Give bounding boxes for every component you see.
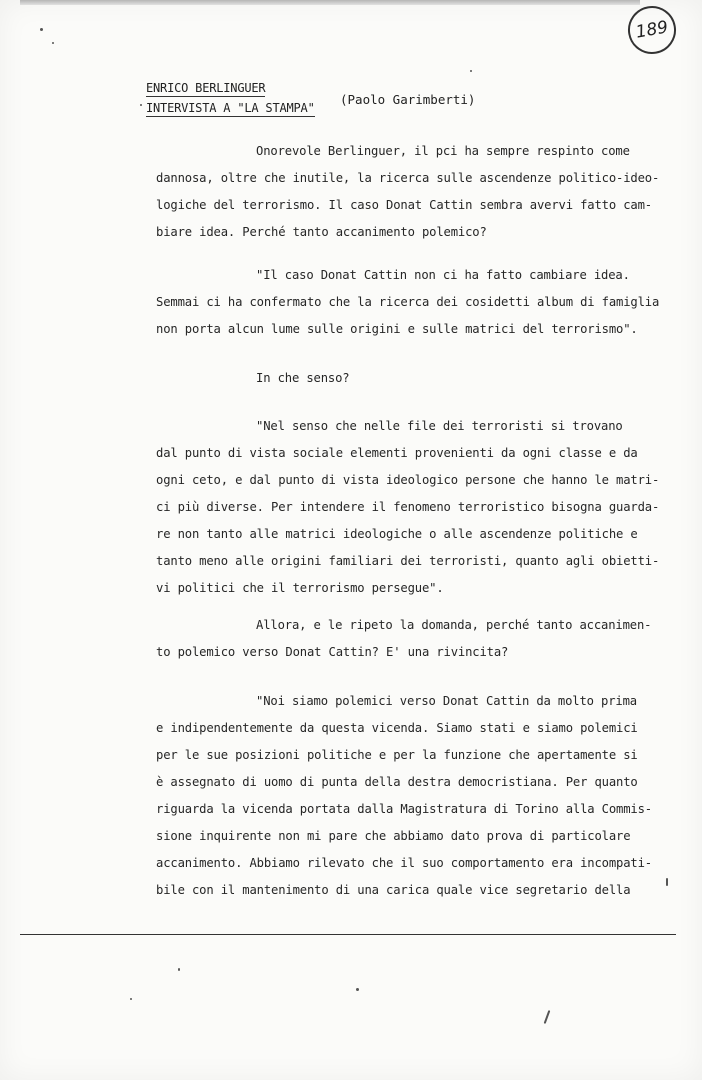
paragraph-5 bbox=[156, 612, 652, 666]
text-line: sione inquirente non mi pare che abbiamo dato prova di particolare bbox=[156, 829, 631, 843]
scan-speck bbox=[140, 104, 142, 106]
text-line: riguarda la vicenda portata dalla Magistratura di Torino alla Commis- bbox=[156, 802, 652, 816]
paragraph-1 bbox=[156, 138, 660, 246]
text-line: per le sue posizioni politiche e per la funzione che apertamente si bbox=[156, 748, 638, 762]
scan-speck bbox=[130, 998, 132, 1000]
text-line: ogni ceto, e dal punto di vista ideologico persone che hanno le matri- bbox=[156, 473, 660, 487]
text-line: "Nel senso che nelle file dei terroristi si trovano bbox=[256, 419, 623, 433]
text-line: Allora, e le ripeto la domanda, perché tanto accanimen- bbox=[256, 618, 652, 632]
scan-speck bbox=[356, 988, 359, 991]
text-line: e indipendentemente da questa vicenda. Siamo stati e siamo polemici bbox=[156, 721, 638, 735]
text-line: In che senso? bbox=[256, 371, 350, 385]
text-line: ci più diverse. Per intendere il fenomeno terroristico bisogna guarda- bbox=[156, 500, 660, 514]
page-number: 189 bbox=[634, 17, 670, 43]
scan-top-edge bbox=[20, 0, 640, 5]
text-line: non porta alcun lume sulle origini e sulle matrici del terrorismo". bbox=[156, 322, 638, 336]
text-line: vi politici che il terrorismo persegue". bbox=[156, 581, 444, 595]
paragraph-6 bbox=[156, 688, 652, 904]
text-line: dal punto di vista sociale elementi provenienti da ogni classe e da bbox=[156, 446, 638, 460]
paragraph-3 bbox=[156, 365, 638, 392]
document-heading bbox=[146, 78, 315, 118]
scan-speck bbox=[52, 42, 54, 44]
text-line: biare idea. Perché tanto accanimento polemico? bbox=[156, 225, 487, 239]
scan-mark bbox=[544, 1010, 551, 1024]
scan-speck bbox=[178, 968, 180, 971]
text-line: bile con il mantenimento di una carica quale vice segretario della bbox=[156, 883, 631, 897]
text-line: "Il caso Donat Cattin non ci ha fatto cambiare idea. bbox=[256, 268, 630, 282]
scan-speck bbox=[470, 70, 472, 72]
scan-speck bbox=[40, 28, 43, 31]
paragraph-4 bbox=[156, 413, 660, 602]
text-line: Onorevole Berlinguer, il pci ha sempre respinto come bbox=[256, 144, 630, 158]
text-line: re non tanto alle matrici ideologiche o alle ascendenze politiche e bbox=[156, 527, 638, 541]
text-line: tanto meno alle origini familiari dei terroristi, quanto agli obietti- bbox=[156, 554, 660, 568]
text-line: dannosa, oltre che inutile, la ricerca sulle ascendenze politico-ideo- bbox=[156, 171, 660, 185]
text-line: Semmai ci ha confermato che la ricerca dei cosidetti album di famiglia bbox=[156, 295, 660, 309]
heading-name: ENRICO BERLINGUER bbox=[146, 81, 266, 95]
text-line: "Noi siamo polemici verso Donat Cattin da molto prima bbox=[256, 694, 637, 708]
text-line: to polemico verso Donat Cattin? E' una rivincita? bbox=[156, 645, 509, 659]
text-line: è assegnato di uomo di punta della destra democristiana. Per quanto bbox=[156, 775, 638, 789]
page-number-stamp bbox=[624, 2, 680, 58]
text-line: logiche del terrorismo. Il caso Donat Cattin sembra avervi fatto cam- bbox=[156, 198, 652, 212]
bottom-rule bbox=[20, 934, 676, 935]
heading-subtitle: INTERVISTA A "LA STAMPA" bbox=[146, 101, 315, 115]
text-line: accanimento. Abbiamo rilevato che il suo comportamento era incompati- bbox=[156, 856, 652, 870]
scan-mark bbox=[666, 878, 668, 886]
paragraph-2 bbox=[156, 262, 660, 343]
heading-author: (Paolo Garimberti) bbox=[340, 92, 476, 107]
